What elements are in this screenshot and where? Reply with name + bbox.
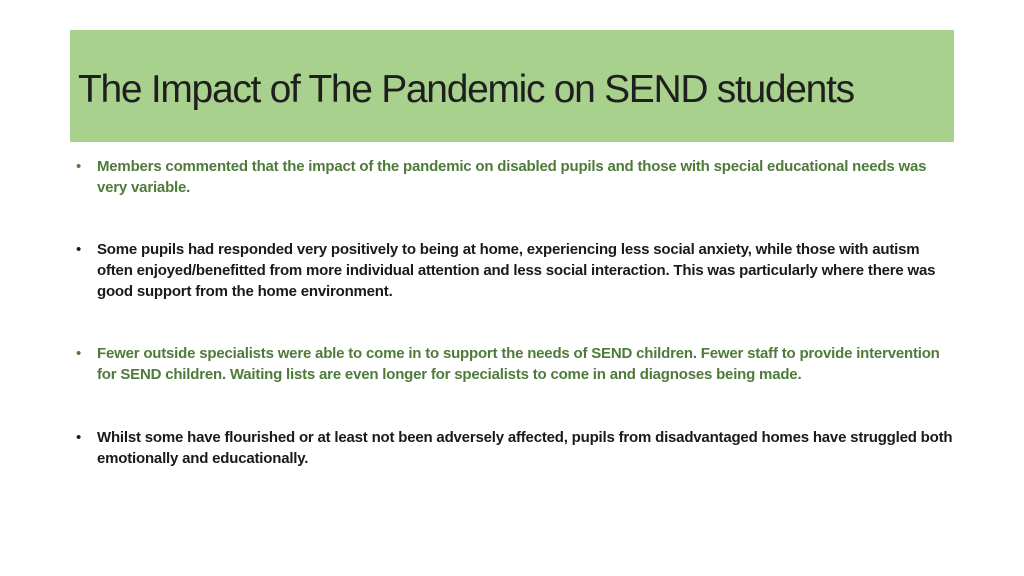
bullet-text: Fewer outside specialists were able to come in to support the needs of SEND children. Fewer staff to provide intervention for SEND children. Waiting lists are even longer for specialists to come in and diagnoses being made. — [97, 345, 940, 383]
bullet-icon: • — [76, 345, 82, 362]
bullet-icon: • — [76, 158, 82, 175]
page-title: The Impact of The Pandemic on SEND students — [78, 67, 854, 111]
list-item — [76, 156, 956, 198]
list-item — [76, 343, 956, 385]
bullet-icon: • — [76, 241, 82, 258]
bullet-text: Members commented that the impact of the pandemic on disabled pupils and those with special educational needs was very variable. — [97, 158, 927, 196]
bullet-list — [76, 156, 956, 469]
bullet-text: Some pupils had responded very positively to being at home, experiencing less social anxiety, while those with autism often enjoyed/benefitted from more individual attention and less social interaction. This was particularly where there was good support from the home environment. — [97, 241, 936, 300]
bullet-icon: • — [76, 429, 82, 446]
list-item — [76, 427, 956, 469]
list-item — [76, 239, 956, 302]
title-band — [70, 30, 954, 142]
bullet-text: Whilst some have flourished or at least not been adversely affected, pupils from disadvantaged homes have struggled both emotionally and educationally. — [97, 429, 953, 467]
